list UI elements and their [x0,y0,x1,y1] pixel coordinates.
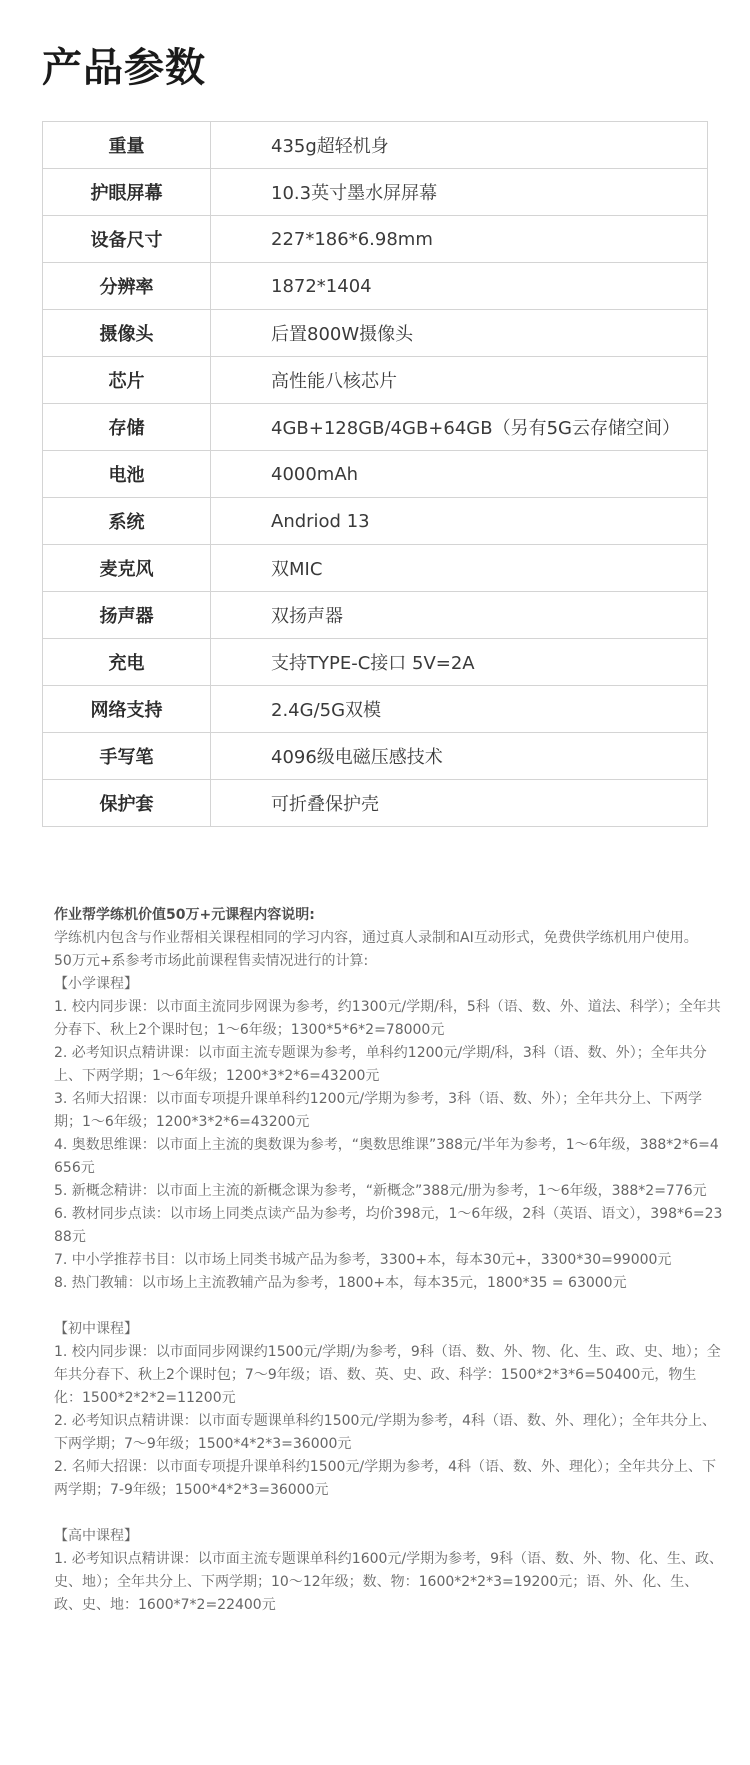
spec-row-system [43,498,708,545]
spec-value: 双扬声器 [211,592,708,639]
spec-row-battery [43,451,708,498]
section-title: 【初中课程】 [54,1321,138,1337]
spec-value: 4000mAh [211,451,708,498]
list-item: 5. 新概念精讲：以市面上主流的新概念课为参考，“新概念”388元/册为参考，1～6年级，388*2=776元 [54,1183,707,1199]
list-item: 1. 校内同步课：以市面主流同步网课为参考，约1300元/学期/科，5科（语、数、外、道法、科学）；全年共分春下、秋上2个课时包；1～6年级；1300*5*6*2=78000元 [54,999,721,1038]
spec-value: Andriod 13 [211,498,708,545]
spec-row-storage [43,404,708,451]
list-item: 6. 教材同步点读：以市场上同类点读产品为参考，均价398元，1～6年级，2科（英语、语文），398*6=2388元 [54,1206,723,1245]
spec-row-chip [43,357,708,404]
spec-row-resolution [43,263,708,310]
spec-value: 435g超轻机身 [211,122,708,169]
spec-value: 227*186*6.98mm [211,216,708,263]
section-title: 【高中课程】 [54,1528,138,1544]
spec-row-case [43,780,708,827]
spec-value: 10.3英寸墨水屏屏幕 [211,169,708,216]
spec-value: 双MIC [211,545,708,592]
spec-value: 高性能八核芯片 [211,357,708,404]
list-item: 3. 名师大招课：以市面专项提升课单科约1200元/学期为参考，3科（语、数、外）；全年共分上、下两学期；1～6年级；1200*3*2*6=43200元 [54,1091,703,1130]
spec-label: 设备尺寸 [43,216,211,263]
spec-value: 4096级电磁压感技术 [211,733,708,780]
spec-value: 2.4G/5G双模 [211,686,708,733]
spec-label: 重量 [43,122,211,169]
list-item: 2. 必考知识点精讲课：以市面专题课单科约1500元/学期为参考，4科（语、数、外、理化）；全年共分上、下两学期；7～9年级；1500*4*2*3=36000元 [54,1413,717,1452]
list-item: 1. 校内同步课：以市面同步网课约1500元/学期/为参考，9科（语、数、外、物、化、生、政、史、地）；全年共分春下、秋上2个课时包；7～9年级；语、数、英、史、政、科学：1500*2*3*6=50400元，物生化：1500*2*2*2=11200元 [54,1344,721,1406]
spec-label: 保护套 [43,780,211,827]
spec-label: 手写笔 [43,733,211,780]
spec-label: 分辨率 [43,263,211,310]
spec-value: 支持TYPE-C接口 5V=2A [211,639,708,686]
spec-row-speaker [43,592,708,639]
section-title: 【小学课程】 [54,976,138,992]
spec-label: 扬声器 [43,592,211,639]
notes-intro-line: 学练机内包含与作业帮相关课程相同的学习内容，通过真人录制和AI互动形式，免费供学练机用户使用。 [54,930,698,946]
spec-label: 护眼屏幕 [43,169,211,216]
spec-value: 可折叠保护壳 [211,780,708,827]
list-item: 1. 必考知识点精讲课：以市面主流专题课单科约1600元/学期为参考，9科（语、数、外、物、化、生、政、史、地）；全年共分上、下两学期；10～12年级；数、物：1600*2*2*3=19200元；语、外、化、生、政、史、地：1600*7*2=22400元 [54,1551,724,1613]
spec-value: 4GB+128GB/4GB+64GB（另有5G云存储空间） [211,404,708,451]
spec-label: 芯片 [43,357,211,404]
notes-intro-line: 50万元+系参考市场此前课程售卖情况进行的计算: [54,953,369,969]
primary-courses-section [54,973,724,1295]
page-title: 产品参数 [42,45,206,91]
spec-row-network [43,686,708,733]
spec-label: 麦克风 [43,545,211,592]
list-item: 2. 名师大招课：以市面专项提升课单科约1500元/学期为参考，4科（语、数、外、理化）；全年共分上、下两学期；7-9年级；1500*4*2*3=36000元 [54,1459,717,1498]
spec-row-size [43,216,708,263]
spec-value: 1872*1404 [211,263,708,310]
notes-heading: 作业帮学练机价值50万+元课程内容说明: [54,907,315,923]
spec-value: 后置800W摄像头 [211,310,708,357]
spec-label: 充电 [43,639,211,686]
spec-label: 电池 [43,451,211,498]
spec-row-camera [43,310,708,357]
high-courses-section [54,1525,724,1617]
spec-row-microphone [43,545,708,592]
middle-courses-section [54,1318,724,1502]
spec-label: 网络支持 [43,686,211,733]
spec-row-charging [43,639,708,686]
spec-row-weight [43,122,708,169]
spec-label: 系统 [43,498,211,545]
spec-table [42,121,708,827]
list-item: 7. 中小学推荐书目：以市场上同类书城产品为参考，3300+本，每本30元+，3300*30=99000元 [54,1252,672,1268]
list-item: 8. 热门教辅：以市场上主流教辅产品为参考，1800+本，每本35元，1800*35 = 63000元 [54,1275,627,1291]
spec-label: 存储 [43,404,211,451]
spec-row-screen [43,169,708,216]
list-item: 2. 必考知识点精讲课：以市面主流专题课为参考，单科约1200元/学期/科，3科（语、数、外）；全年共分上、下两学期；1～6年级；1200*3*2*6=43200元 [54,1045,707,1084]
spec-label: 摄像头 [43,310,211,357]
list-item: 4. 奥数思维课：以市面上主流的奥数课为参考，“奥数思维课”388元/半年为参考，1～6年级，388*2*6=4656元 [54,1137,719,1176]
spec-row-stylus [43,733,708,780]
course-notes [54,904,724,1617]
